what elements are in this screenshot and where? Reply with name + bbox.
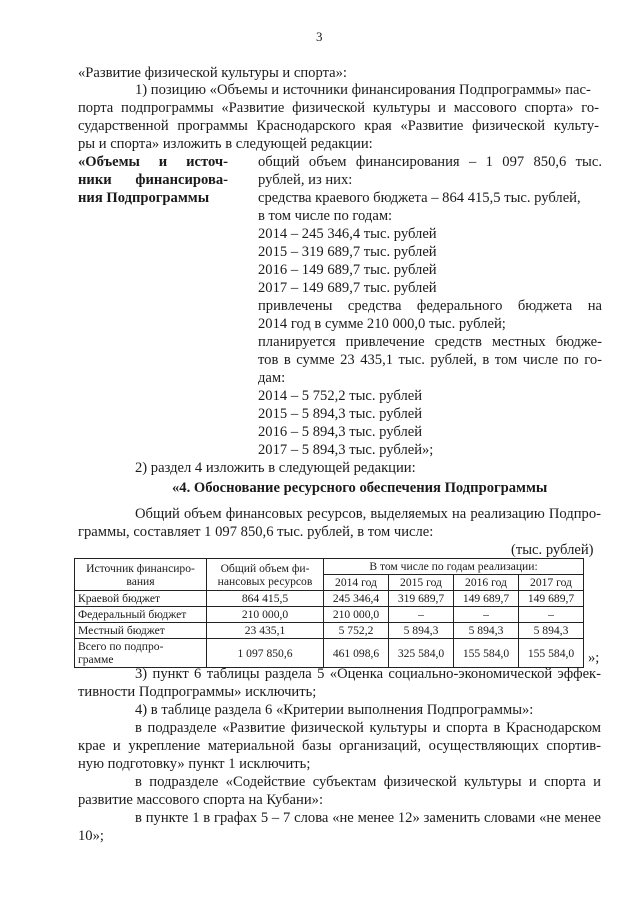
row-value: 5 894,3 (389, 623, 454, 639)
item1-line: 1) позицию «Объемы и источники финансирования Подпрограммы» пас- (135, 82, 591, 98)
row-total: 23 435,1 (207, 623, 324, 639)
row-value: 149 689,7 (454, 591, 519, 607)
row-value: – (454, 607, 519, 623)
header-year: 2016 год (454, 575, 519, 591)
financing-table (74, 558, 584, 668)
row-total: 864 415,5 (207, 591, 324, 607)
table-close: »; (588, 650, 600, 666)
passport-value: тов в сумме 23 435,1 тыс. рублей, в том числе по го- (258, 352, 602, 368)
passport-value: дам: (258, 370, 286, 386)
header-source-line: Источник финансиро- (86, 561, 195, 575)
sub1-line: крае и укрепление материальной базы организаций, осуществляющих спортив- (78, 738, 601, 754)
header-total-line: нансовых ресурсов (217, 574, 313, 588)
section-heading: «4. Обоснование ресурсного обеспечения Подпрограммы (172, 480, 548, 496)
passport-value: 2016 – 149 689,7 тыс. рублей (258, 262, 437, 278)
header-year: 2014 год (324, 575, 389, 591)
row-value: 461 098,6 (324, 639, 389, 668)
header-year: 2015 год (389, 575, 454, 591)
intro-text: «Развитие физической культуры и спорта»: (78, 65, 347, 81)
table-row (75, 607, 584, 623)
table-row (75, 639, 584, 668)
row-value: 210 000,0 (324, 607, 389, 623)
units-label: (тыс. рублей) (511, 542, 594, 558)
passport-value: в том числе по годам: (258, 208, 393, 224)
table-row (75, 623, 584, 639)
item3-line: 3) пункт 6 таблицы раздела 5 «Оценка социально-экономической эффек- (135, 666, 601, 682)
passport-value: 2015 – 319 689,7 тыс. рублей (258, 244, 437, 260)
header-years-title: В том числе по годам реализации: (324, 559, 584, 575)
passport-value: 2017 – 5 894,3 тыс. рублей»; (258, 442, 434, 458)
row-value: – (519, 607, 584, 623)
section-paragraph: граммы, составляет 1 097 850,6 тыс. рублей, в том числе: (78, 524, 434, 540)
passport-label: «Объемы и источ- (78, 154, 228, 170)
passport-label: ники финансирова- (78, 172, 228, 188)
header-total (207, 559, 324, 591)
sub3-line: в пункте 1 в графах 5 – 7 слова «не менее 12» заменить словами «не менее (135, 810, 601, 826)
table-header-row (75, 559, 584, 575)
sub3-line: 10»; (78, 828, 104, 844)
passport-value: общий объем финансирования – 1 097 850,6 тыс. (258, 154, 602, 170)
row-value: 319 689,7 (389, 591, 454, 607)
item4-text: 4) в таблице раздела 6 «Критерии выполнения Подпрограммы»: (135, 702, 534, 718)
header-source-line: вания (126, 574, 155, 588)
row-source: Федеральный бюджет (75, 607, 207, 623)
item2-text: 2) раздел 4 изложить в следующей редакции: (135, 460, 416, 476)
row-value: 325 584,0 (389, 639, 454, 668)
passport-value: 2014 год в сумме 210 000,0 тыс. рублей; (258, 316, 506, 332)
sub2-line: развитие массового спорта на Кубани»: (78, 792, 323, 808)
passport-value: 2014 – 5 752,2 тыс. рублей (258, 388, 423, 404)
passport-value: 2017 – 149 689,7 тыс. рублей (258, 280, 437, 296)
row-value: – (389, 607, 454, 623)
row-value: 149 689,7 (519, 591, 584, 607)
row-value: 155 584,0 (519, 639, 584, 668)
row-source-line: грамме (78, 653, 114, 666)
sub2-line: в подразделе «Содействие субъектам физической культуры и спорта и (135, 774, 601, 790)
item1-line: сударственной программы Краснодарского края «Развитие физической культу- (78, 118, 599, 134)
row-value: 245 346,4 (324, 591, 389, 607)
row-source-line: Всего по подпро- (78, 640, 164, 653)
item1-line: порта подпрограммы «Развитие физической культуры и массового спорта» го- (78, 100, 599, 116)
header-source (75, 559, 207, 591)
page-number: 3 (316, 29, 323, 44)
passport-value: средства краевого бюджета – 864 415,5 тыс. рублей, (258, 190, 581, 206)
row-source: Местный бюджет (75, 623, 207, 639)
sub1-line: в подразделе «Развитие физической культуры и спорта в Краснодарском (135, 720, 601, 736)
row-source: Краевой бюджет (75, 591, 207, 607)
passport-value: привлечены средства федерального бюджета на (258, 298, 602, 314)
row-total: 1 097 850,6 (207, 639, 324, 668)
passport-value: планируется привлечение средств местных бюдже- (258, 334, 602, 350)
row-value: 5 894,3 (519, 623, 584, 639)
passport-value: 2016 – 5 894,3 тыс. рублей (258, 424, 423, 440)
passport-value: рублей, из них: (258, 172, 353, 188)
row-total: 210 000,0 (207, 607, 324, 623)
passport-value: 2015 – 5 894,3 тыс. рублей (258, 406, 423, 422)
row-value: 155 584,0 (454, 639, 519, 668)
header-total-line: Общий объем фи- (220, 561, 310, 575)
item3-line: тивности Подпрограммы» исключить; (78, 684, 317, 700)
passport-label: ния Подпрограммы (78, 190, 210, 206)
item1-line: ры и спорта» изложить в следующей редакции: (78, 136, 373, 152)
passport-value: 2014 – 245 346,4 тыс. рублей (258, 226, 437, 242)
sub1-line: ную подготовку» пункт 1 исключить; (78, 756, 311, 772)
header-year: 2017 год (519, 575, 584, 591)
row-source (75, 639, 207, 668)
row-value: 5 894,3 (454, 623, 519, 639)
table-row (75, 591, 584, 607)
row-value: 5 752,2 (324, 623, 389, 639)
section-paragraph: Общий объем финансовых ресурсов, выделяемых на реализацию Подпро- (135, 506, 601, 522)
